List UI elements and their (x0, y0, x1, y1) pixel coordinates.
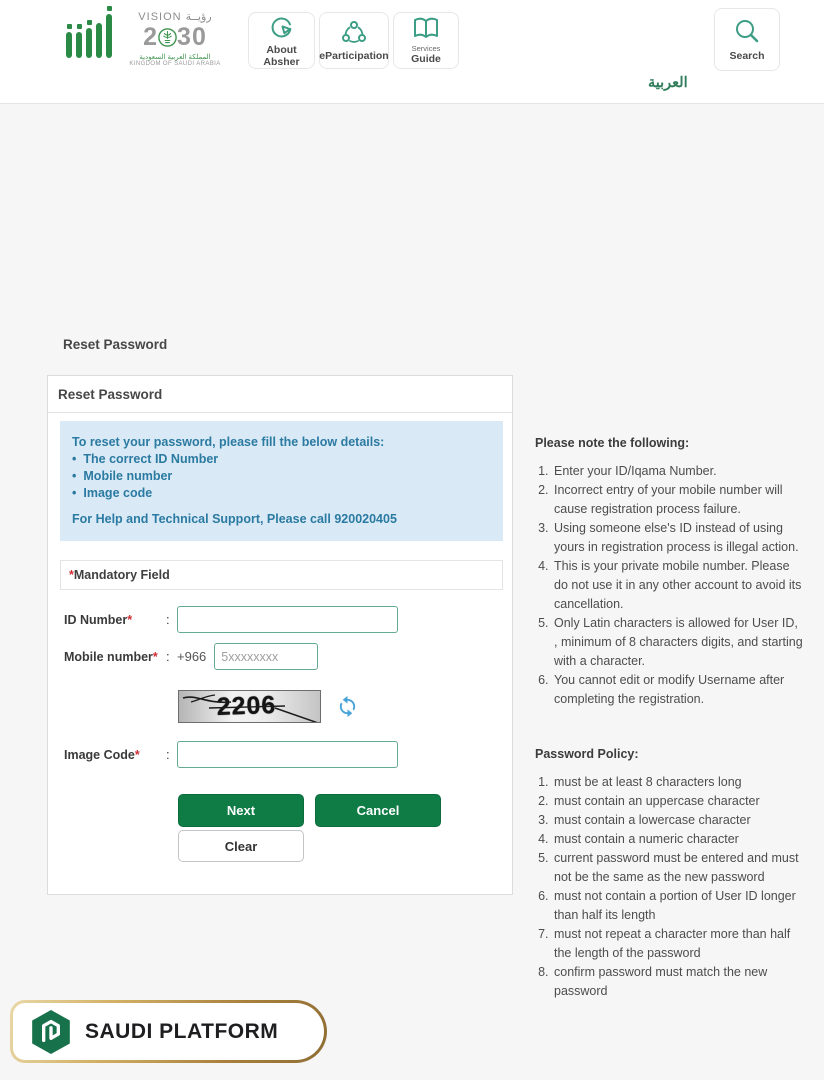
password-policy-list (535, 773, 803, 1001)
refresh-icon (336, 695, 359, 718)
saudi-platform-logo-icon (30, 1009, 72, 1055)
id-number-row (64, 606, 512, 633)
eparticipation-label: eParticipation (319, 49, 389, 62)
id-number-input[interactable] (177, 606, 398, 633)
policy-item: 4. must contain a numeric character (552, 830, 803, 849)
image-code-row (64, 741, 512, 768)
note-item: 1. Enter your ID/Iqama Number. (552, 462, 803, 481)
vision-year: 2 30 (143, 23, 207, 52)
note-item: 3. Using someone else's ID instead of using yours in registration process is illegal action. (552, 519, 803, 557)
saudi-emblem-icon (158, 27, 177, 48)
search-button[interactable] (714, 8, 780, 71)
search-icon (732, 17, 762, 47)
id-number-label: ID Number* (64, 612, 133, 627)
vision-2030-logo (127, 11, 223, 68)
captcha-code: 2206 (216, 690, 277, 722)
clear-button[interactable]: Clear (178, 830, 304, 862)
note-item: 2. Incorrect entry of your mobile number will cause registration process failure. (552, 481, 803, 519)
notes-heading: Please note the following: (535, 436, 690, 450)
captcha-row (178, 690, 512, 723)
info-bullet: • The correct ID Number (72, 452, 219, 466)
side-notes-column (535, 436, 803, 1001)
required-asterisk: * (134, 747, 140, 762)
password-policy-heading: Password Policy: (535, 747, 639, 761)
services-guide-button[interactable] (393, 12, 459, 69)
colon: : (166, 649, 170, 664)
bullet-dot-icon: • (72, 469, 77, 483)
mobile-country-code: +966 (177, 649, 207, 664)
image-code-input[interactable] (177, 741, 398, 768)
info-intro: To reset your password, please fill the below details: (72, 435, 385, 449)
bullet-dot-icon: • (72, 486, 77, 500)
mobile-number-row (64, 643, 512, 670)
about-absher-label: About Absher (263, 43, 300, 68)
policy-item: 5. current password must be entered and must not be the same as the new password (552, 849, 803, 887)
top-header (0, 0, 824, 104)
vision-kingdom-arabic: المملكة العربية السعودية (139, 53, 211, 61)
services-guide-top-label: Services (411, 43, 441, 53)
policy-item: 1. must be at least 8 characters long (552, 773, 803, 792)
about-absher-button[interactable] (248, 12, 315, 69)
policy-item: 2. must contain an uppercase character (552, 792, 803, 811)
vision-kingdom-english: KINGDOM OF SAUDI ARABIA (129, 61, 221, 68)
eparticipation-icon (339, 19, 369, 47)
saudi-platform-label: SAUDI PLATFORM (85, 1019, 279, 1043)
required-asterisk: * (69, 568, 74, 582)
colon: : (166, 747, 170, 762)
saudi-platform-badge (10, 1000, 327, 1063)
next-button[interactable]: Next (178, 794, 304, 827)
mobile-number-input[interactable] (214, 643, 318, 670)
absher-logo-bar (106, 6, 112, 58)
mobile-number-label: Mobile number* (64, 649, 158, 664)
notes-list (535, 462, 803, 709)
about-absher-icon (268, 13, 296, 41)
vision-wordmark: VISION رؤيــة (138, 11, 212, 23)
note-item: 4. This is your private mobile number. Please do not use it in any other account to avoid its cancellation. (552, 557, 803, 614)
absher-logo-bar (66, 24, 72, 58)
captcha-refresh-button[interactable] (336, 695, 359, 718)
mandatory-field-note: *Mandatory Field (60, 560, 503, 590)
policy-item: 8. confirm password must match the new password (552, 963, 803, 1001)
required-asterisk: * (127, 612, 133, 627)
absher-logo-bar (96, 23, 102, 58)
image-code-label: Image Code* (64, 747, 140, 762)
absher-logo-bar (76, 24, 82, 58)
note-item: 5. Only Latin characters is allowed for User ID, , minimum of 8 characters digits, and starting with a character. (552, 614, 803, 671)
colon: : (166, 612, 170, 627)
page-title: Reset Password (63, 337, 168, 352)
language-switch-arabic[interactable]: العربية (648, 75, 688, 91)
info-help-line: For Help and Technical Support, Please call 920020405 (72, 512, 397, 526)
panel-title: Reset Password (48, 376, 512, 413)
bullet-dot-icon: • (72, 452, 77, 466)
eparticipation-button[interactable] (319, 12, 389, 69)
captcha-noise-lines (179, 691, 321, 723)
policy-item: 7. must not repeat a character more than half the length of the password (552, 925, 803, 963)
search-label: Search (729, 49, 765, 62)
captcha-image (178, 690, 321, 723)
info-bullet: • Mobile number (72, 469, 173, 483)
reset-password-panel (47, 375, 513, 895)
absher-logo-bar (86, 20, 92, 58)
info-bullet: • Image code (72, 486, 153, 500)
info-box (60, 421, 503, 541)
guide-book-icon (411, 16, 441, 42)
policy-item: 6. must not contain a portion of User ID longer than half its length (552, 887, 803, 925)
services-guide-label: Guide (411, 53, 441, 66)
policy-item: 3. must contain a lowercase character (552, 811, 803, 830)
absher-logo[interactable] (66, 8, 118, 58)
note-item: 6. You cannot edit or modify Username after completing the registration. (552, 671, 803, 709)
cancel-button[interactable]: Cancel (315, 794, 441, 827)
required-asterisk: * (152, 649, 158, 664)
